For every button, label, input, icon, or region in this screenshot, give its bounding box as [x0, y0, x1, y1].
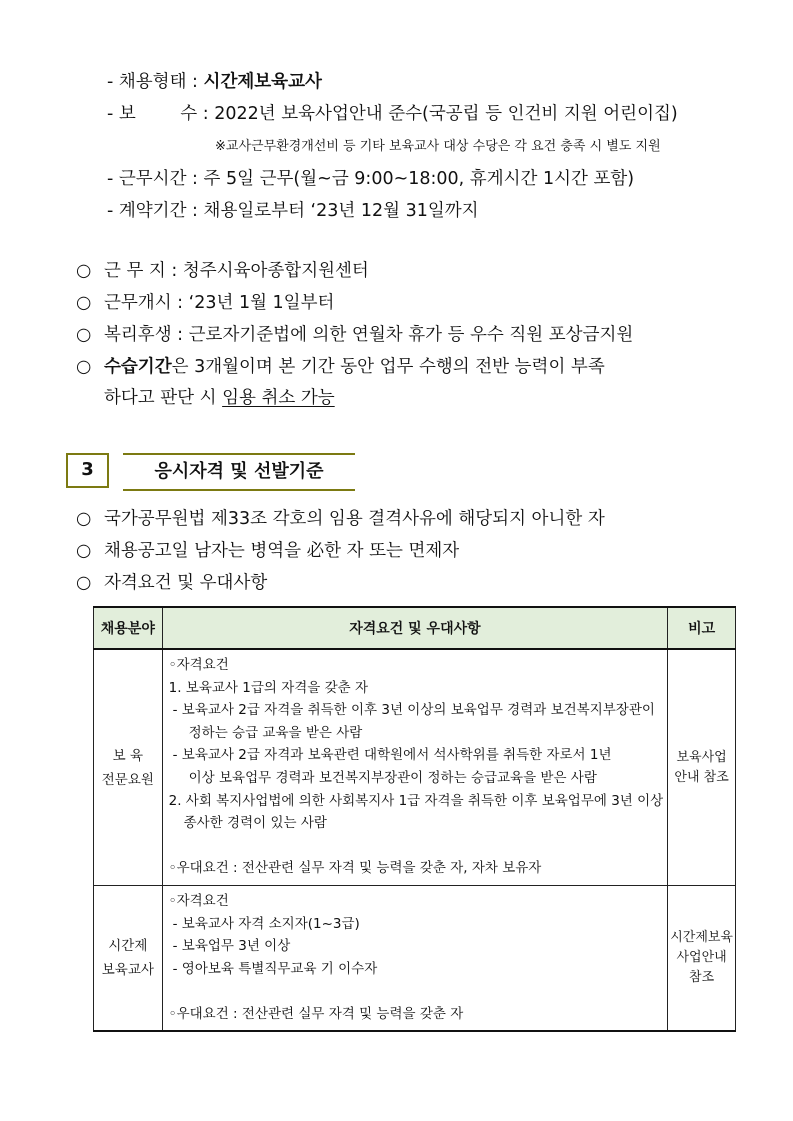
workplace-text: 근 무 지 : 청주시육아종합지원센터	[104, 261, 369, 281]
field-name: 시간제	[108, 937, 148, 954]
qualification-item-text: 채용공고일 남자는 병역을 必한 자 또는 면제자	[104, 541, 460, 561]
contract-value: 채용일로부터 ‘23년 12월 31일까지	[203, 201, 479, 221]
requirement-line: ◦자격요건	[168, 893, 229, 909]
qualification-item-text: 자격요건 및 우대사항	[104, 573, 268, 593]
circle-bullet-icon: ○	[76, 573, 92, 593]
table-row	[94, 649, 736, 886]
welfare-bullet	[76, 327, 633, 345]
section-number: 3	[66, 453, 109, 488]
preference-line: ◦우대요건 : 전산관련 실무 자격 및 능력을 갖춘 자, 자차 보유자	[168, 860, 542, 877]
field-cell	[94, 886, 163, 1031]
start-bullet	[76, 295, 334, 313]
contract-label: - 계약기간 :	[107, 201, 198, 221]
start-text: 근무개시 : ‘23년 1월 1일부터	[104, 293, 335, 313]
employment-type-label: - 채용형태 :	[107, 72, 198, 92]
preference-line: ◦우대요건 : 전산관련 실무 자격 및 능력을 갖춘 자	[168, 1005, 464, 1022]
header-requirements: 자격요건 및 우대사항	[162, 607, 668, 649]
workplace-bullet	[76, 263, 369, 281]
requirement-line: - 보육업무 3년 이상	[172, 938, 291, 955]
requirement-line: 1. 보육교사 1급의 자격을 갖춘 자	[168, 679, 369, 696]
hours-label: - 근무시간 :	[107, 169, 198, 189]
requirement-line: 2. 사회 복지사업법에 의한 사회복지사 1급 자격을 취득한 이후 보육업무에 3년 이상	[168, 792, 664, 809]
circle-bullet-icon: ○	[76, 357, 92, 377]
note-text: 사업안내	[676, 949, 727, 965]
contract-line	[107, 203, 479, 221]
welfare-text: 복리후생 : 근로자기준법에 의한 연월차 휴가 등 우수 직원 포상금지원	[104, 325, 634, 345]
pay-label: - 보 수 :	[107, 104, 209, 124]
probation-bullet	[76, 359, 605, 377]
requirement-line: 이상 보육업무 경력과 보건복지부장관이 정하는 승급교육을 받은 사람	[188, 769, 597, 786]
requirement-line: - 보육교사 자격 소지자(1~3급)	[172, 915, 360, 932]
field-name: 전문요원	[101, 771, 154, 788]
note-text: 안내 참조	[674, 769, 729, 785]
requirements-cell	[162, 886, 668, 1031]
hours-line	[107, 171, 634, 189]
note-cell	[668, 649, 736, 886]
section-title: 응시자격 및 선발기준	[123, 453, 355, 491]
qualification-item-3	[76, 575, 267, 593]
field-cell	[94, 649, 163, 886]
circle-bullet-icon: ○	[76, 541, 92, 561]
pay-line	[107, 106, 678, 124]
requirement-line: - 보육교사 2급 자격과 보육관련 대학원에서 석사학위를 취득한 자로서 1년	[172, 747, 612, 764]
qualification-item-2	[76, 543, 459, 561]
circle-bullet-icon: ○	[76, 325, 92, 345]
note-text: 시간제보육	[670, 929, 733, 945]
requirement-line: - 영아보육 특별직무교육 기 이수자	[172, 960, 378, 977]
table-row	[94, 886, 736, 1031]
table-header-row	[94, 607, 736, 649]
probation-bold: 수습기간	[104, 357, 172, 377]
circle-bullet-icon: ○	[76, 261, 92, 281]
requirements-cell	[162, 649, 668, 886]
note-cell	[668, 886, 736, 1031]
circle-bullet-icon: ○	[76, 509, 92, 529]
header-note: 비고	[668, 607, 736, 649]
pay-note: ※교사근무환경개선비 등 기타 보육교사 대상 수당은 각 요건 충족 시 별도 지원	[215, 139, 661, 154]
field-name: 보육교사	[101, 961, 154, 978]
employment-type-value: 시간제보육교사	[203, 72, 322, 92]
requirement-line: ◦자격요건	[168, 657, 229, 673]
requirement-line: 정하는 승급 교육을 받은 사람	[188, 724, 363, 741]
qualification-item-1	[76, 511, 605, 529]
requirement-line: - 보육교사 2급 자격을 취득한 이후 3년 이상의 보육업무 경력과 보건복지부장관이	[172, 702, 655, 719]
header-field: 채용분야	[94, 607, 163, 649]
note-text: 보육사업	[676, 749, 727, 765]
field-name: 보 육	[112, 747, 143, 764]
probation-cancel-text: 임용 취소 가능	[222, 388, 335, 408]
probation-line2-pre: 하다고 판단 시	[104, 388, 223, 408]
hours-value: 주 5일 근무(월~금 9:00~18:00, 휴게시간 1시간 포함)	[203, 169, 635, 189]
probation-text: 은 3개월이며 본 기간 동안 업무 수행의 전반 능력이 부족	[171, 357, 605, 377]
employment-type-line	[107, 74, 322, 92]
requirements-table	[93, 606, 736, 1032]
circle-bullet-icon: ○	[76, 293, 92, 313]
note-text: 참조	[689, 969, 715, 985]
pay-value: 2022년 보육사업안내 준수(국공립 등 인건비 지원 어린이집)	[214, 104, 678, 124]
probation-line2	[104, 390, 335, 408]
qualification-item-text: 국가공무원법 제33조 각호의 임용 결격사유에 해당되지 아니한 자	[104, 509, 605, 529]
requirement-line: 종사한 경력이 있는 사람	[183, 815, 327, 832]
